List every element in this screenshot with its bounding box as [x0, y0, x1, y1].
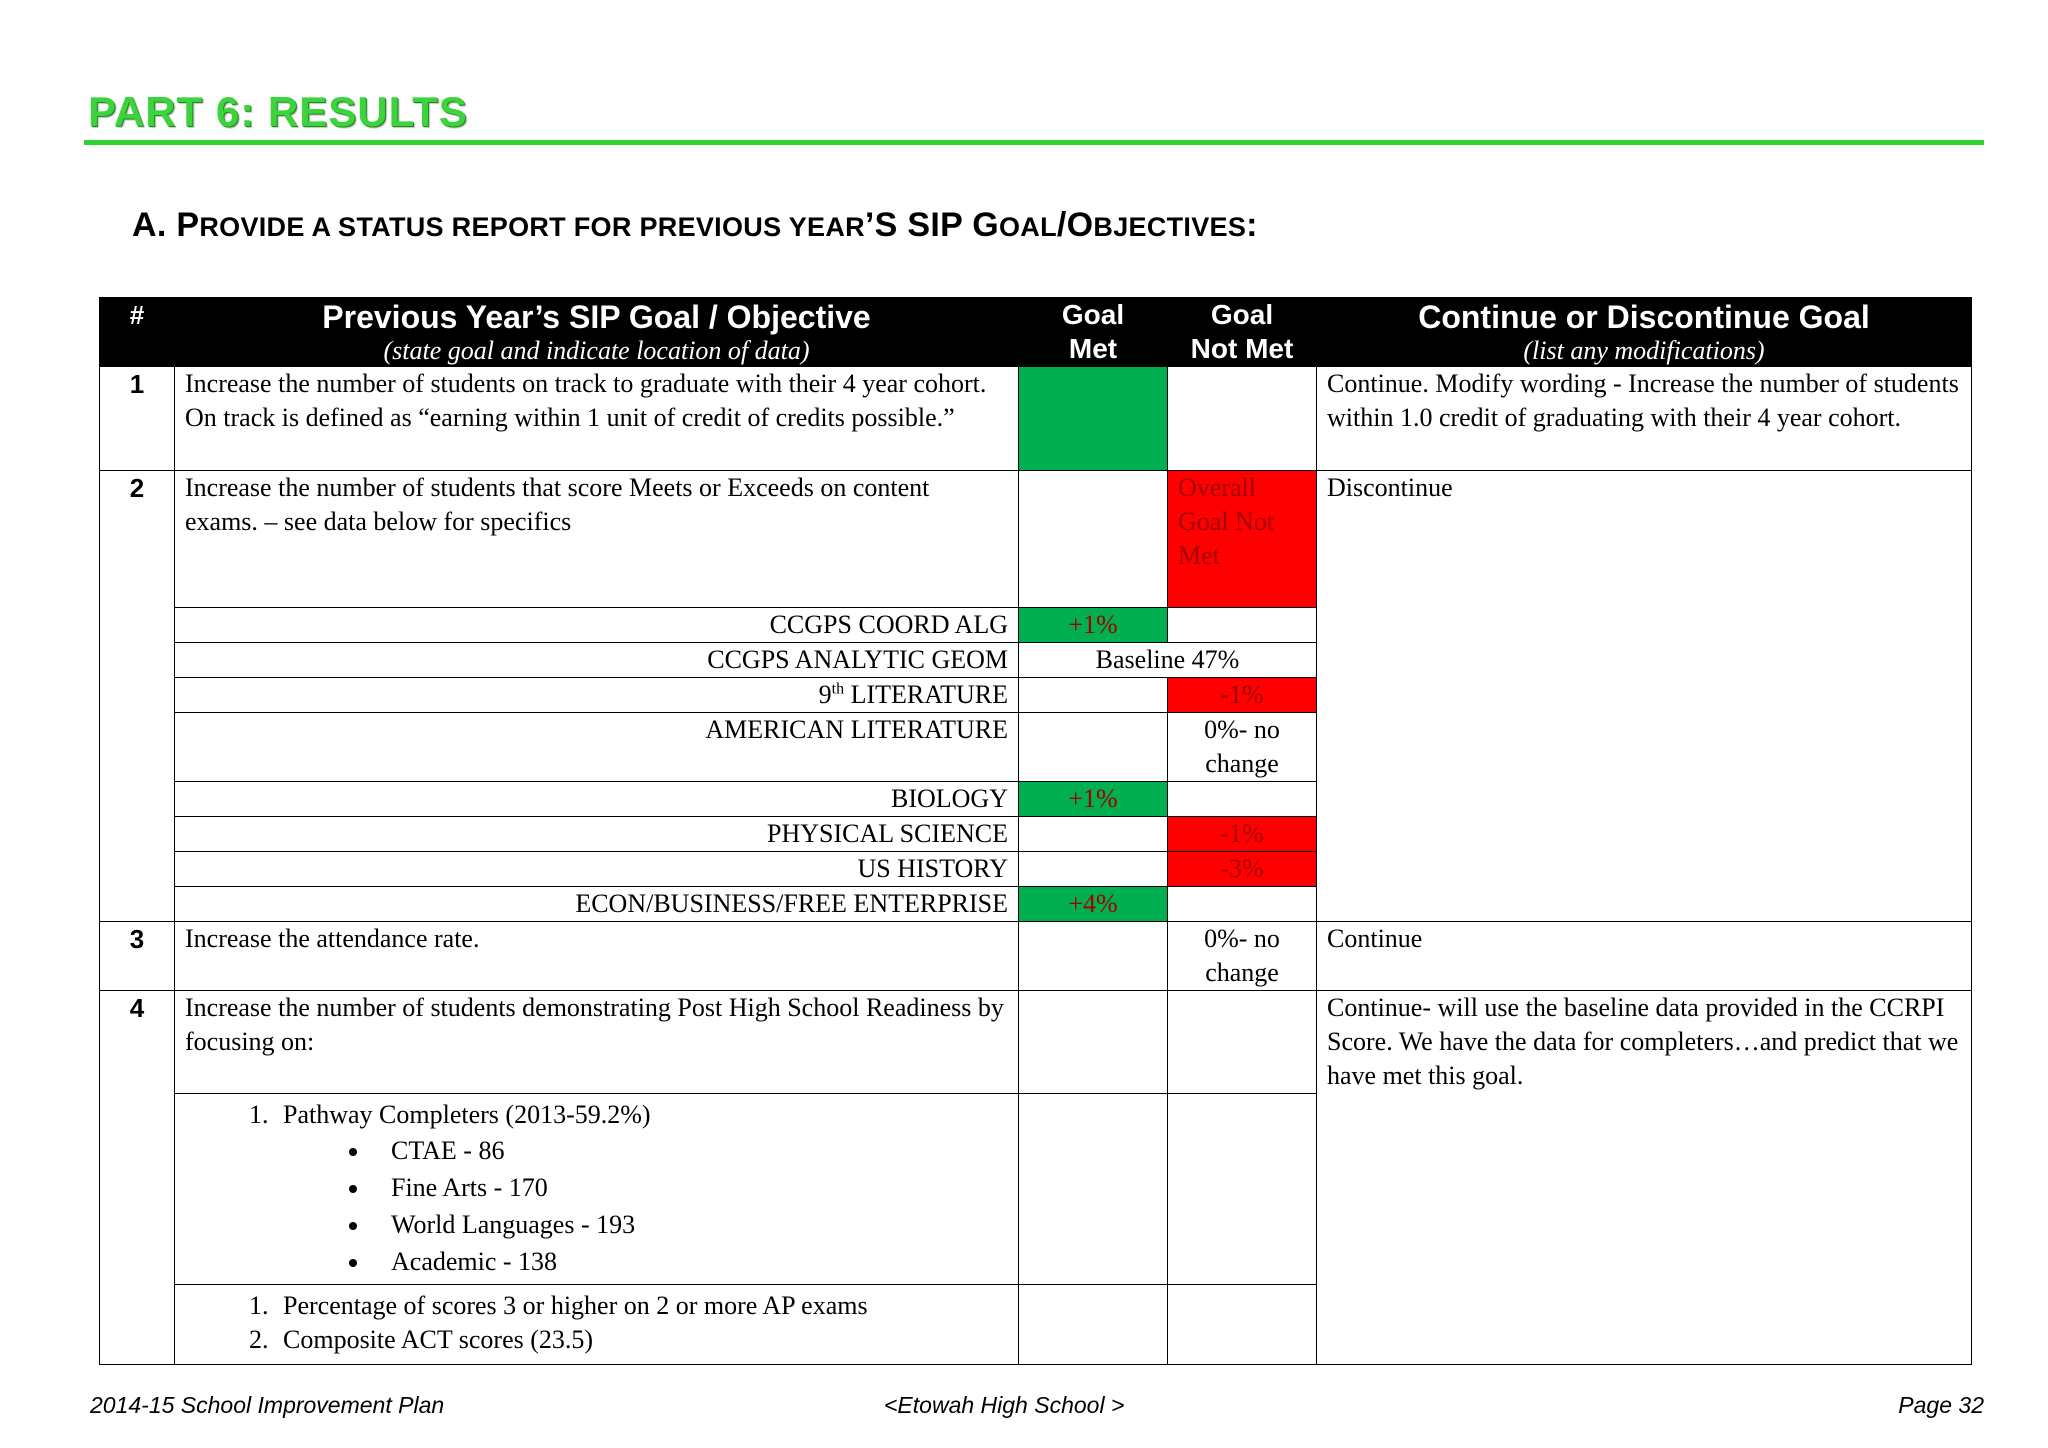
subject-name: BIOLOGY [175, 782, 1019, 817]
subject-name: CCGPS ANALYTIC GEOM [175, 643, 1019, 678]
goal-met-cell [1019, 471, 1168, 608]
goal-not-met-value [1168, 887, 1317, 922]
continue-text: Continue [1317, 922, 1972, 991]
list-item: 1. Percentage of scores 3 or higher on 2 or more AP exams [275, 1289, 1008, 1323]
subject-name-superscript: th [831, 680, 845, 698]
pathway-bullets [283, 1132, 1008, 1280]
goal-not-met-value [1168, 608, 1317, 643]
table-row-4 [100, 991, 1972, 1094]
list-item: • Fine Arts - 170 [371, 1169, 1008, 1206]
header-number: # [100, 298, 175, 367]
pathway-label: Pathway Completers (2013-59.2%) [283, 1100, 651, 1129]
part-title: PART 6: RESULTS [88, 88, 468, 135]
goal-not-met-cell [1168, 1285, 1317, 1365]
header-continue-subtitle: (list any modifications) [1523, 336, 1765, 365]
goal-not-met-value: -3% [1168, 852, 1317, 887]
header-goal-subtitle: (state goal and indicate location of data) [383, 336, 810, 365]
header-goal-not-met-line2: Not Met [1190, 333, 1294, 364]
table-header-row [100, 298, 1972, 367]
goal-text: Increase the number of students on track to graduate with their 4 year cohort. On track is defined as “earning within 1 unit of credit of credits possible.” [175, 367, 1019, 471]
table-row-3 [100, 922, 1972, 991]
row-number: 4 [100, 991, 175, 1365]
goal-not-met-cell [1168, 367, 1317, 471]
continue-text: Continue. Modify wording - Increase the number of students within 1.0 credit of graduating with their 4 year cohort. [1317, 367, 1972, 471]
subject-name: ECON/BUSINESS/FREE ENTERPRISE [175, 887, 1019, 922]
goal-met-value: +1% [1019, 608, 1168, 643]
header-goal [175, 298, 1019, 367]
continue-text: Continue- will use the baseline data provided in the CCRPI Score. We have the data for completers…and predict that we have met this goal. [1317, 991, 1972, 1365]
section-heading-part: BJECTIVES [1093, 212, 1247, 242]
goal-met-value [1019, 852, 1168, 887]
goal-met-cell [1019, 922, 1168, 991]
goal-not-met-cell [1168, 991, 1317, 1094]
header-goal-not-met [1168, 298, 1317, 367]
goal-text: Increase the number of students demonstrating Post High School Readiness by focusing on: [175, 991, 1019, 1094]
list-item: • World Languages - 193 [371, 1206, 1008, 1243]
goal-not-met-cell [1168, 1094, 1317, 1285]
goal-met-value [1019, 678, 1168, 713]
header-goal-title: Previous Year’s SIP Goal / Objective [322, 299, 871, 335]
list-item: 2. Composite ACT scores (23.5) [275, 1323, 1008, 1357]
subject-name: US HISTORY [175, 852, 1019, 887]
header-continue-title: Continue or Discontinue Goal [1418, 299, 1870, 335]
subject-name: CCGPS COORD ALG [175, 608, 1019, 643]
footer-page-number: Page 32 [1898, 1392, 1984, 1418]
section-heading [132, 206, 1258, 245]
goal-met-value: +1% [1019, 782, 1168, 817]
table-row-2 [100, 471, 1972, 608]
subject-name-part: LITERATURE [844, 680, 1008, 709]
row-number: 2 [100, 471, 175, 922]
pathway-list [185, 1098, 1008, 1280]
pathway-cell [175, 1094, 1019, 1285]
baseline-value: Baseline 47% [1019, 643, 1317, 678]
section-letter: A. [132, 206, 167, 244]
goal-met-value [1019, 713, 1168, 782]
part-title-rule [84, 140, 1984, 145]
list-item: • CTAE - 86 [371, 1132, 1008, 1169]
header-continue [1317, 298, 1972, 367]
goal-text: Increase the number of students that score Meets or Exceeds on content exams. – see data below for specifics [175, 471, 1019, 608]
goal-met-cell [1019, 367, 1168, 471]
goal-not-met-value: -1% [1168, 817, 1317, 852]
subject-name: AMERICAN LITERATURE [175, 713, 1019, 782]
footer-plan-title: 2014-15 School Improvement Plan [90, 1392, 445, 1418]
section-heading-part: : [1246, 206, 1258, 244]
table-row-1 [100, 367, 1972, 471]
footer-school-name: <Etowah High School > [884, 1392, 1125, 1418]
list-item [275, 1098, 1008, 1280]
section-heading-part: ROVIDE A STATUS REPORT FOR PREVIOUS YEAR [199, 212, 865, 242]
list-item: • Academic - 138 [371, 1243, 1008, 1280]
goal-met-cell [1019, 1285, 1168, 1365]
goal-met-cell [1019, 1094, 1168, 1285]
goal-not-met-cell: 0%- no change [1168, 922, 1317, 991]
goal-met-cell [1019, 991, 1168, 1094]
header-goal-met-line2: Met [1068, 333, 1118, 364]
row-number: 1 [100, 367, 175, 471]
results-table [99, 297, 1972, 1365]
row-number: 3 [100, 922, 175, 991]
section-heading-part: OAL [998, 212, 1057, 242]
continue-text: Discontinue [1317, 471, 1972, 922]
header-goal-met-line1: Goal [1061, 299, 1125, 330]
header-goal-not-met-line1: Goal [1210, 299, 1274, 330]
goal-not-met-value: 0%- no change [1168, 713, 1317, 782]
header-goal-met [1019, 298, 1168, 367]
goal-met-value [1019, 817, 1168, 852]
goal-not-met-value [1168, 782, 1317, 817]
measures-cell [175, 1285, 1019, 1365]
section-heading-part: P [176, 206, 200, 244]
subject-name: PHYSICAL SCIENCE [175, 817, 1019, 852]
goal-not-met-cell: Overall Goal Not Met [1168, 471, 1317, 608]
goal-text: Increase the attendance rate. [175, 922, 1019, 991]
subject-name [175, 678, 1019, 713]
section-heading-part: ’S SIP G [864, 206, 999, 244]
section-heading-part: /O [1056, 206, 1094, 244]
measures-list [185, 1289, 1008, 1357]
goal-not-met-value: -1% [1168, 678, 1317, 713]
goal-met-value: +4% [1019, 887, 1168, 922]
subject-name-part: 9 [818, 680, 832, 709]
